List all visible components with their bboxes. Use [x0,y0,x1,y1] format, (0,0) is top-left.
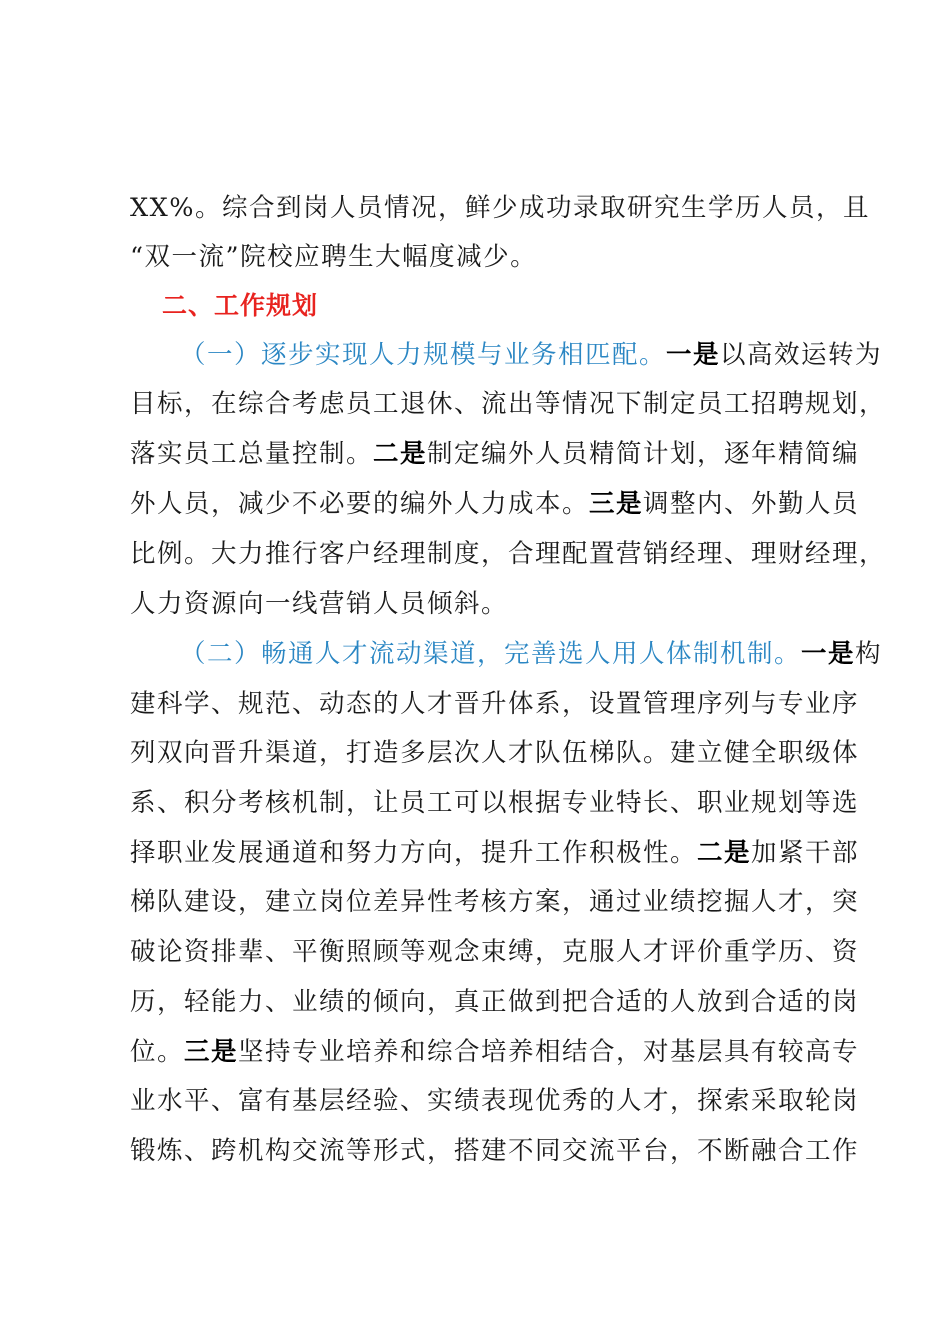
paragraph-line: 比例。大力推行客户经理制度，合理配置营销经理、理财经理， [130,539,887,569]
text-run: 调整内、外勤人员 [643,489,860,519]
paragraph-line: 锻炼、跨机构交流等形式，搭建不同交流平台，不断融合工作 [130,1136,860,1166]
paragraph-line: 破论资排辈、平衡照顾等观念束缚，克服人才评价重学历、资 [130,937,860,967]
paragraph-line: 人力资源向一线营销人员倾斜。 [130,589,509,619]
paragraph-line [180,339,882,371]
subheading-two: （二）畅通人才流动渠道，完善选人用人体制机制。 [180,639,802,669]
paragraph-line [130,488,859,520]
paragraph-line: 建科学、规范、动态的人才晋升体系，设置管理序列与专业序 [130,689,860,719]
text-run: 以高效运转为 [720,340,883,370]
text-run: 外人员，减少不必要的编外人力成本。 [130,489,590,519]
bold-keyword: 三是 [184,1037,239,1067]
paragraph-line: XX%。综合到岗人员情况，鲜少成功录取研究生学历人员，且 [130,193,871,223]
text-run: 择职业发展通道和努力方向，提升工作积极性。 [130,838,698,868]
bold-keyword: 一是 [666,340,721,370]
bold-keyword: 二是 [697,838,752,868]
paragraph-line: 目标，在综合考虑员工退休、流出等情况下制定员工招聘规划， [130,389,887,419]
paragraph-line: 业水平、富有基层经验、实绩表现优秀的人才，探索采取轮岗 [130,1086,860,1116]
section-heading: 二、工作规划 [162,291,319,320]
text-run: 坚持专业培养和综合培养相结合，对基层具有较高专 [238,1037,860,1067]
paragraph-line: “双一流”院校应聘生大幅度减少。 [130,242,538,272]
text-run: 构 [855,639,883,669]
paragraph-line: 历，轻能力、业绩的倾向，真正做到把合适的人放到合适的岗 [130,987,860,1017]
paragraph-line [130,1036,859,1068]
bold-keyword: 二是 [373,439,428,469]
paragraph-line [180,638,882,670]
paragraph-line: 梯队建设，建立岗位差异性考核方案，通过业绩挖掘人才，突 [130,887,860,917]
text-run: 落实员工总量控制。 [130,439,374,469]
paragraph-line [130,837,859,869]
bold-keyword: 一是 [801,639,856,669]
paragraph-line: 系、积分考核机制，让员工可以根据专业特长、职业规划等选 [130,788,860,818]
subheading-one: （一）逐步实现人力规模与业务相匹配。 [180,340,667,370]
paragraph-line [130,438,859,470]
paragraph-line: 列双向晋升渠道，打造多层次人才队伍梯队。建立健全职级体 [130,738,860,768]
text-run: 加紧干部 [751,838,860,868]
bold-keyword: 三是 [589,489,644,519]
text-run: 位。 [130,1037,185,1067]
text-run: 制定编外人员精简计划，逐年精简编 [427,439,860,469]
